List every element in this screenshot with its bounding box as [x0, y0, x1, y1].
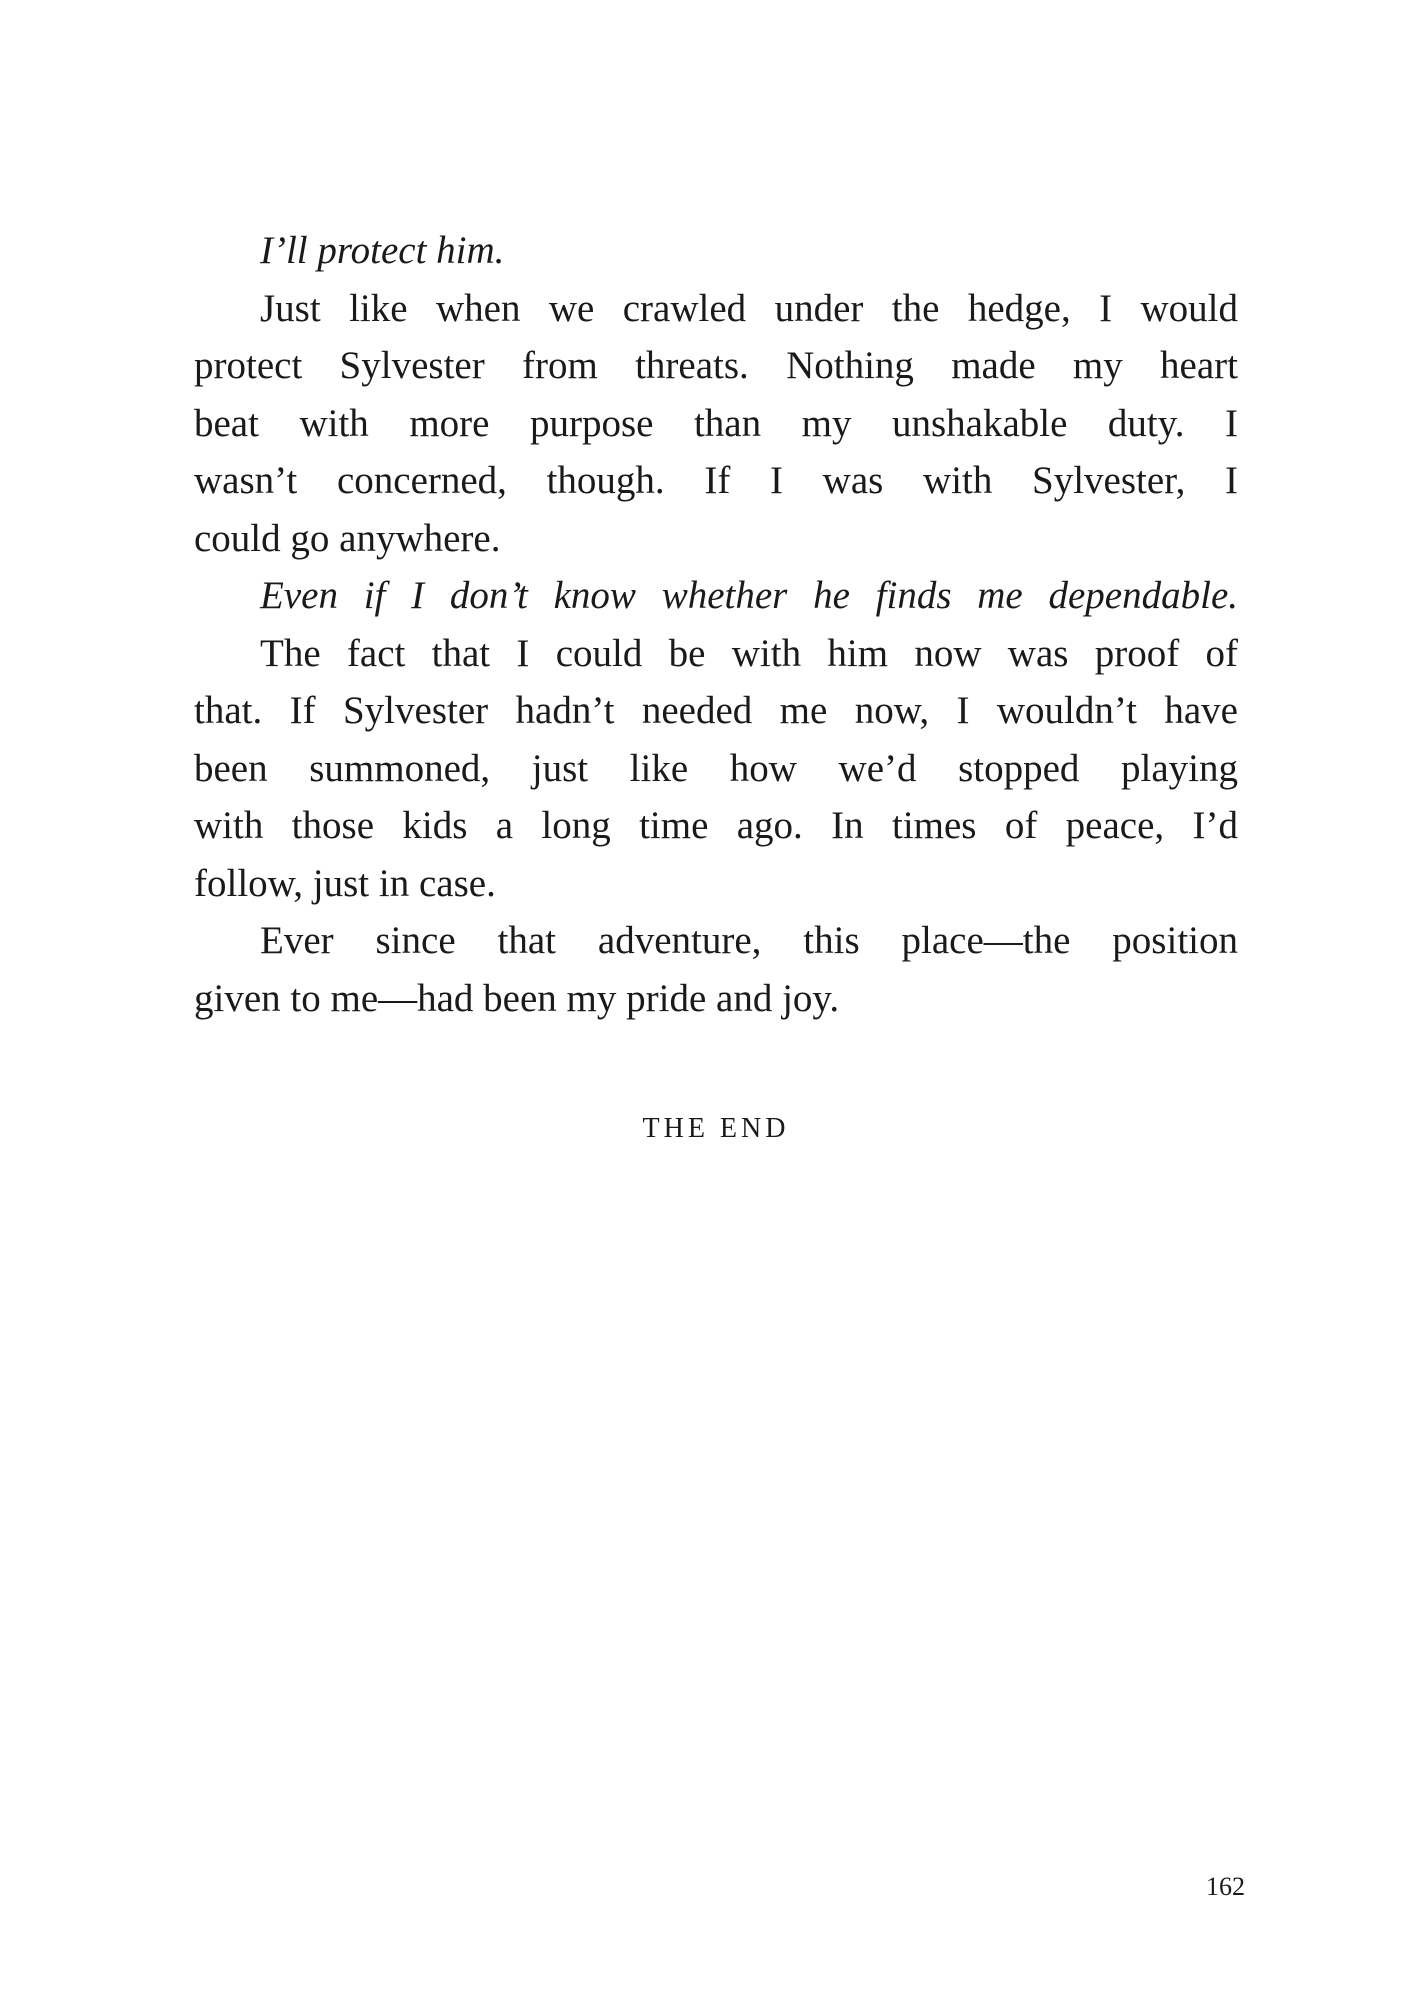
text-line: protect Sylvester from threats. Nothing made my heart: [194, 344, 1238, 387]
text-line: Even if I don’t know whether he finds me dependable.: [260, 574, 1238, 617]
text-line: I’ll protect him.: [260, 229, 505, 272]
text-line: could go anywhere.: [194, 516, 501, 560]
body-text: [194, 222, 1238, 1027]
text-line: Just like when we crawled under the hedge, I would: [260, 286, 1238, 330]
text-line: that. If Sylvester hadn’t needed me now, I wouldn’t have: [194, 689, 1238, 732]
text-line: Ever since that adventure, this place—the position: [260, 919, 1238, 962]
paragraph-3: [194, 912, 1238, 1027]
text-line: The fact that I could be with him now was proof of: [260, 631, 1238, 675]
text-line: beat with more purpose than my unshakable duty. I: [194, 401, 1238, 445]
text-line: follow, just in case.: [194, 861, 496, 905]
paragraph-2: [194, 625, 1238, 913]
paragraph-italic-thought-1: [194, 222, 1238, 280]
paragraph-1: [194, 280, 1238, 568]
page-number: 162: [1206, 1872, 1245, 1901]
the-end-heading: THE END: [642, 1113, 790, 1144]
text-line: wasn’t concerned, though. If I was with Sylvester, I: [194, 459, 1238, 502]
text-line: with those kids a long time ago. In times of peace, I’d: [194, 804, 1238, 847]
text-line: been summoned, just like how we’d stopped playing: [194, 746, 1238, 790]
paragraph-italic-thought-2: [194, 567, 1238, 625]
text-line: given to me—had been my pride and joy.: [194, 976, 840, 1020]
